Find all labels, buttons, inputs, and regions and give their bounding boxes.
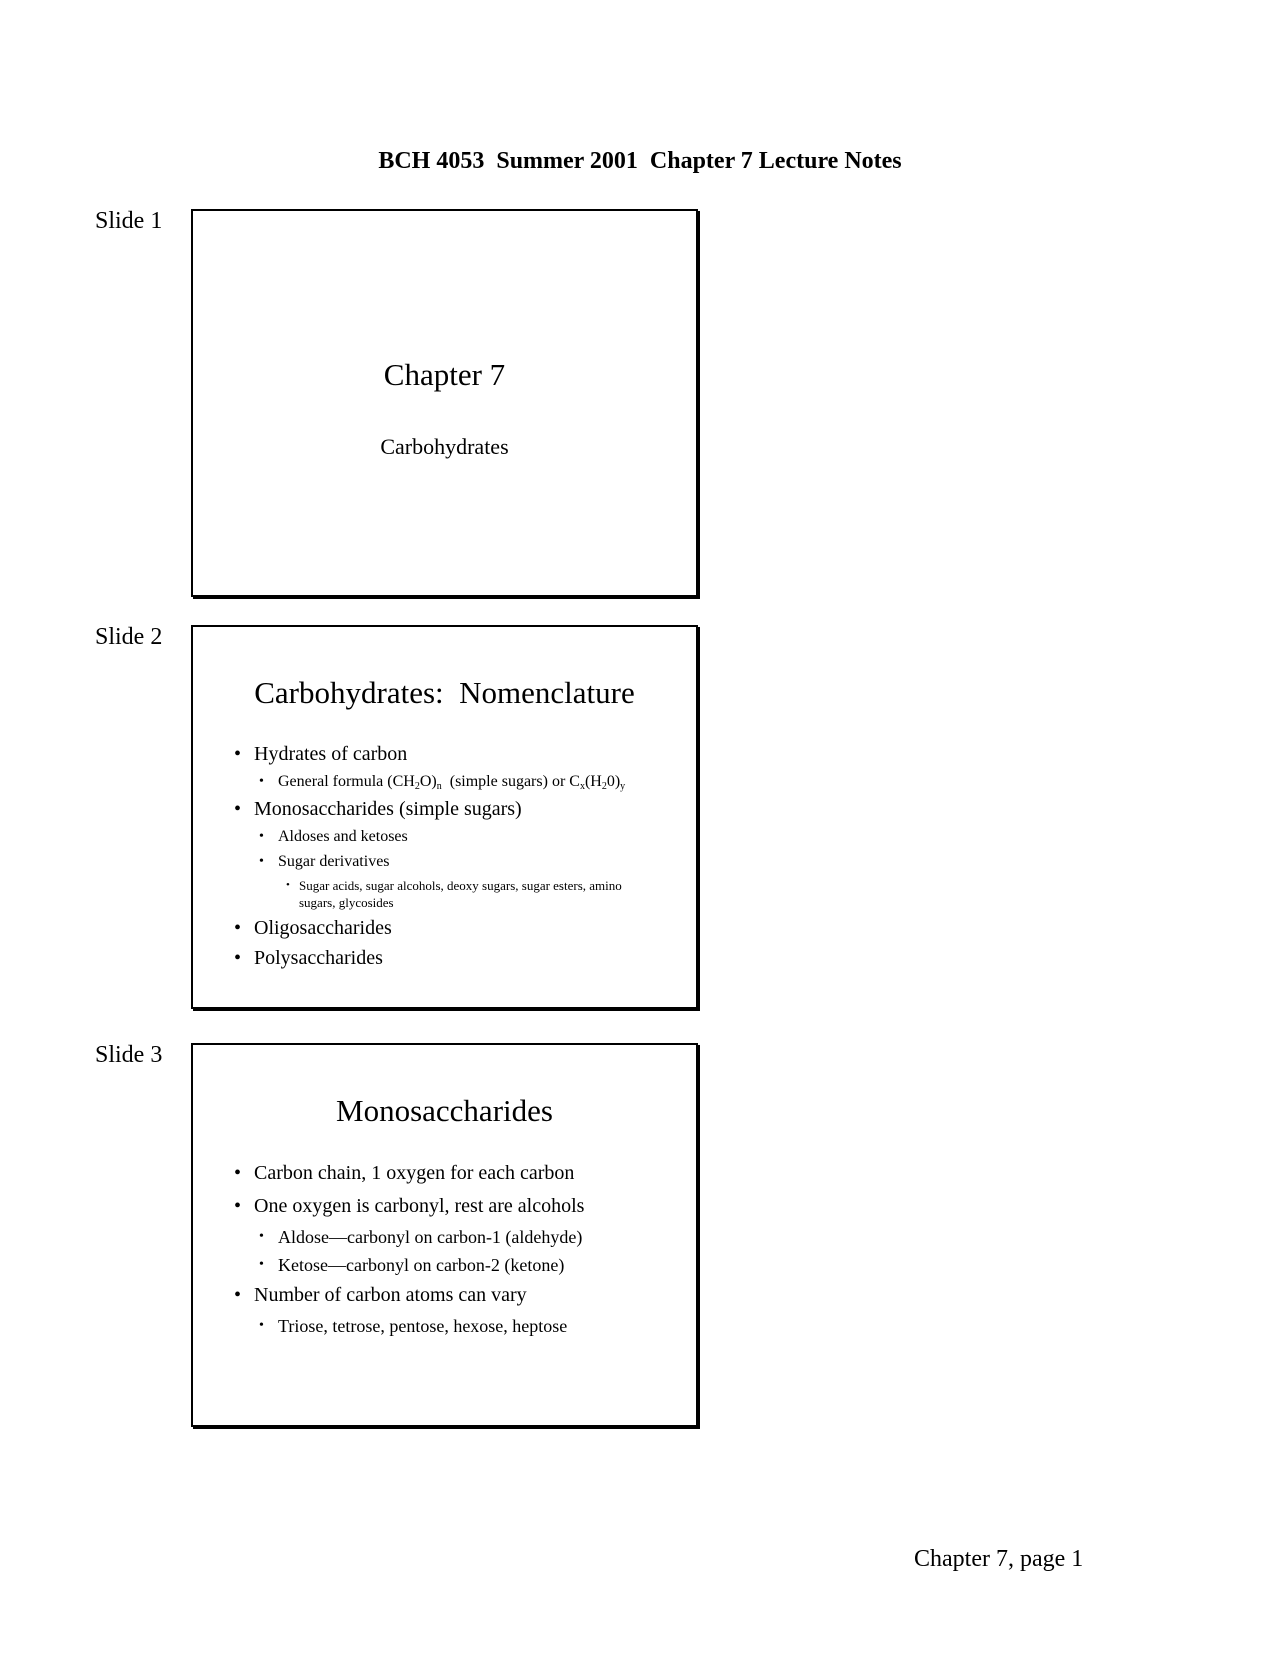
slide-1-title: Chapter 7	[383, 357, 506, 392]
list-item: • Number of carbon atoms can vary	[193, 1279, 696, 1312]
slide-3-bullet-list	[193, 1157, 696, 1340]
slide-3-title: Monosaccharides	[336, 1093, 553, 1128]
formula-subscript: y	[620, 781, 626, 792]
formula-subscript: x	[579, 781, 585, 792]
formula-subscript: n	[436, 781, 442, 792]
list-item: • Ketose—carbonyl on carbon-2 (ketone)	[193, 1251, 696, 1279]
formula-text: O)	[419, 773, 437, 790]
list-item: • Aldoses and ketoses	[193, 824, 696, 849]
slide-1-label: Slide 1	[95, 208, 163, 234]
document-title: BCH 4053 Summer 2001 Chapter 7 Lecture Notes	[378, 148, 902, 174]
slide-2	[191, 625, 698, 1009]
list-item: • Aldose—carbonyl on carbon-1 (aldehyde)	[193, 1223, 696, 1251]
list-item: • Hydrates of carbon	[193, 739, 696, 769]
slide-1	[191, 209, 698, 597]
list-item: • Sugar derivatives	[193, 849, 696, 874]
formula-text: (simple sugars) or C	[441, 773, 580, 790]
list-item: • Polysaccharides	[193, 943, 696, 973]
formula-text: General formula (CH	[278, 773, 415, 790]
slide-1-subtitle: Carbohydrates	[380, 434, 509, 459]
formula-text: (H	[584, 773, 602, 790]
page-footer: Chapter 7, page 1	[914, 1546, 1084, 1572]
list-item	[193, 769, 696, 794]
list-item: • Sugar acids, sugar alcohols, deoxy sugars, sugar esters, amino sugars, glycosides	[193, 877, 696, 911]
slide-2-label: Slide 2	[95, 624, 163, 650]
list-item: • Oligosaccharides	[193, 913, 696, 943]
slide-2-bullet-list	[193, 739, 696, 973]
list-item: • Carbon chain, 1 oxygen for each carbon	[193, 1157, 696, 1190]
slide-3	[191, 1043, 698, 1427]
slide-2-title: Carbohydrates: Nomenclature	[254, 675, 635, 710]
formula-subscript: 2	[414, 781, 420, 792]
list-item: • Triose, tetrose, pentose, hexose, heptose	[193, 1312, 696, 1340]
formula-text: 0)	[606, 773, 621, 790]
list-item: • One oxygen is carbonyl, rest are alcohols	[193, 1190, 696, 1223]
list-item: • Monosaccharides (simple sugars)	[193, 794, 696, 824]
slide-3-label: Slide 3	[95, 1042, 163, 1068]
formula-subscript: 2	[601, 781, 607, 792]
